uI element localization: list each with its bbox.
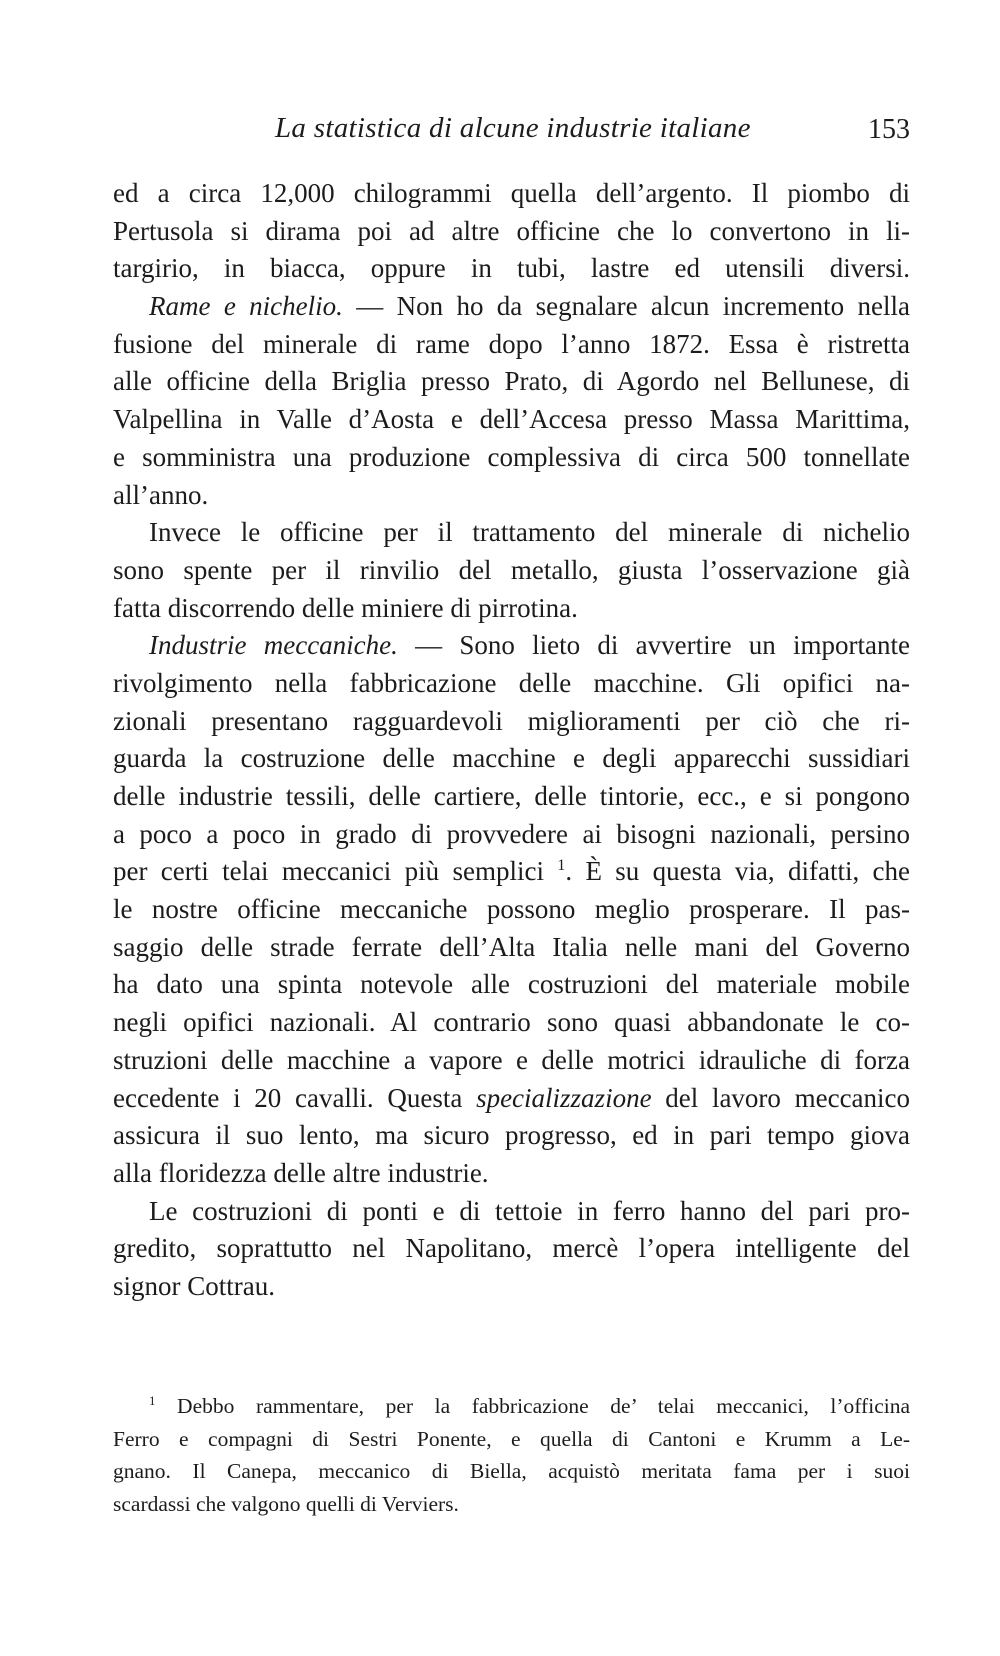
section-heading-industrie-meccaniche: Industrie meccaniche. xyxy=(149,630,398,661)
text-line: gredito, soprattutto nel Napolitano, mercè l’opera intelligente del xyxy=(113,1233,910,1264)
text-line: guarda la costruzione delle macchine e degli apparecchi sussidiari xyxy=(113,743,910,774)
text-line: all’anno. xyxy=(113,479,209,510)
text-line: rivolgimento nella fabbricazione delle macchine. Gli opifici na- xyxy=(113,667,910,698)
text-line: Invece le officine per il trattamento del minerale di nichelio xyxy=(149,517,910,548)
text-line: targirio, in biacca, oppure in tubi, lastre ed utensili diversi. xyxy=(113,253,910,284)
text-line: Pertusola si dirama poi ad altre officine che lo convertono in li- xyxy=(113,215,910,246)
footnote-line: $^1$ Debbo rammentare, per la fabbricazione de’ telai meccanici, l’officina xyxy=(149,1393,910,1418)
footnote-line: gnano. Il Canepa, meccanico di Biella, acquistò meritata fama per i suoi xyxy=(113,1459,910,1483)
text-line: zionali presentano ragguardevoli miglioramenti per ciò che ri- xyxy=(113,705,910,736)
text-line: eccedente i 20 cavalli. Questa specializzazione del lavoro meccanico xyxy=(113,1082,911,1113)
running-title: La statistica di alcune industrie italiane xyxy=(275,112,751,144)
footnote-line: scardassi che valgono quelli di Verviers. xyxy=(113,1491,459,1516)
italic-term: specializzazione xyxy=(476,1082,652,1113)
page-number: 153 xyxy=(868,114,910,145)
text-line: Valpellina in Valle d’Aosta e dell’Accesa presso Massa Marittima, xyxy=(113,404,910,435)
section-heading-rame-nichelio: Rame e nichelio. xyxy=(149,291,343,322)
text-line: fusione del minerale di rame dopo l’anno 1872. Essa è ristretta xyxy=(113,328,910,359)
text-line: delle industrie tessili, delle cartiere, delle tintorie, ecc., e si pongono xyxy=(113,781,910,811)
footnote-line: Ferro e compagni di Sestri Ponente, e quella di Cantoni e Krumm a Le- xyxy=(113,1426,910,1451)
text-line: signor Cottrau. xyxy=(113,1270,275,1301)
text-line: alle officine della Briglia presso Prato, di Agordo nel Bellunese, di xyxy=(113,366,910,397)
text-line: struzioni delle macchine a vapore e delle motrici idrauliche di forza xyxy=(113,1044,910,1075)
text-line: negli opifici nazionali. Al contrario sono quasi abbandonate le co- xyxy=(113,1007,910,1038)
text-line: saggio delle strade ferrate dell’Alta Italia nelle mani del Governo xyxy=(113,931,910,962)
text-line: ha dato una spinta notevole alle costruzioni del materiale mobile xyxy=(113,969,910,1000)
footnote-reference: 1 xyxy=(557,856,566,875)
text-line: Rame e nichelio. — Non ho da segnalare alcun incremento nella xyxy=(149,291,911,322)
text-line: e somministra una produzione complessiva di circa 500 tonnellate xyxy=(113,441,910,472)
text-line: alla floridezza delle altre industrie. xyxy=(113,1157,489,1188)
text-line: fatta discorrendo delle miniere di pirrotina. xyxy=(113,592,578,623)
page-header xyxy=(113,112,910,156)
footnote-marker: 1 xyxy=(149,1393,156,1408)
text-line: sono spente per il rinvilio del metallo, giusta l’osservazione già xyxy=(113,554,910,585)
body-text xyxy=(113,175,910,1306)
text-line: Industrie meccaniche. — Sono lieto di avvertire un importante xyxy=(149,630,910,661)
footnotes xyxy=(113,1390,910,1520)
text-line: le nostre officine meccaniche possono meglio prosperare. Il pas- xyxy=(113,894,910,925)
text-line: per certi telai meccanici più semplici $^1$. È su questa via, difatti, che xyxy=(113,856,910,887)
text-line: assicura il suo lento, ma sicuro progresso, ed in pari tempo giova xyxy=(113,1120,910,1151)
text-line: ed a circa 12,000 chilogrammi quella dell’argento. Il piombo di xyxy=(113,178,910,208)
text-line: a poco a poco in grado di provvedere ai bisogni nazionali, persino xyxy=(113,818,910,849)
text-line: Le costruzioni di ponti e di tettoie in ferro hanno del pari pro- xyxy=(149,1195,910,1226)
